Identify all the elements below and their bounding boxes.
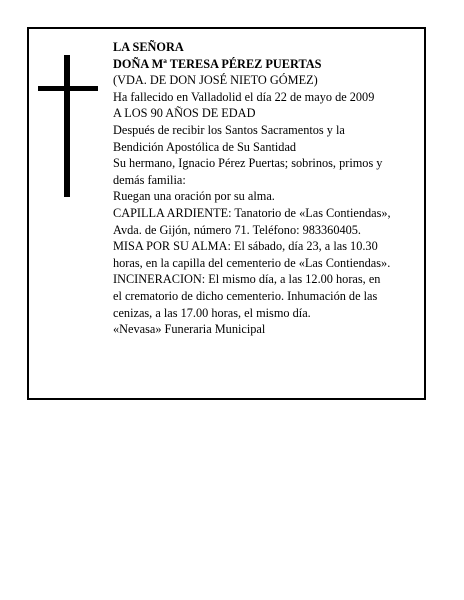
cremation-line-1: INCINERACION: El mismo día, a las 12.00 horas, en	[113, 272, 381, 287]
sacraments-line-2: Bendición Apostólica de Su Santidad	[113, 139, 297, 154]
chapel-line-2: Avda. de Gijón, número 71. Teléfono: 983360405.	[113, 222, 361, 237]
obituary-text	[113, 39, 423, 338]
mass-line-1: MISA POR SU ALMA: El sábado, día 23, a las 10.30	[113, 239, 378, 254]
widow-of-line: (VDA. DE DON JOSÉ NIETO GÓMEZ)	[113, 73, 318, 88]
death-line: Ha fallecido en Valladolid el día 22 de mayo de 2009	[113, 89, 375, 104]
age-line: A LOS 90 AÑOS DE EDAD	[113, 106, 256, 121]
prayer-line: Ruegan una oración por su alma.	[113, 189, 275, 204]
family-line-2: demás familia:	[113, 172, 186, 187]
chapel-line-1: CAPILLA ARDIENTE: Tanatorio de «Las Contiendas»,	[113, 205, 391, 220]
notice-title: LA SEÑORA	[113, 40, 184, 54]
latin-cross-icon	[38, 55, 98, 197]
sacraments-line-1: Después de recibir los Santos Sacramentos y la	[113, 122, 345, 137]
funeral-home-line: «Nevasa» Funeraria Municipal	[113, 322, 266, 337]
deceased-name: DOÑA Mª TERESA PÉREZ PUERTAS	[113, 56, 322, 71]
cross-vertical-bar	[64, 55, 70, 197]
mass-line-2: horas, en la capilla del cementerio de «Las Contiendas».	[113, 255, 391, 270]
cremation-line-3: cenizas, a las 17.00 horas, el mismo día.	[113, 305, 311, 320]
cremation-line-2: el crematorio de dicho cementerio. Inhumación de las	[113, 288, 378, 303]
cross-horizontal-bar	[38, 86, 98, 91]
family-line-1: Su hermano, Ignacio Pérez Puertas; sobrinos, primos y	[113, 156, 383, 171]
